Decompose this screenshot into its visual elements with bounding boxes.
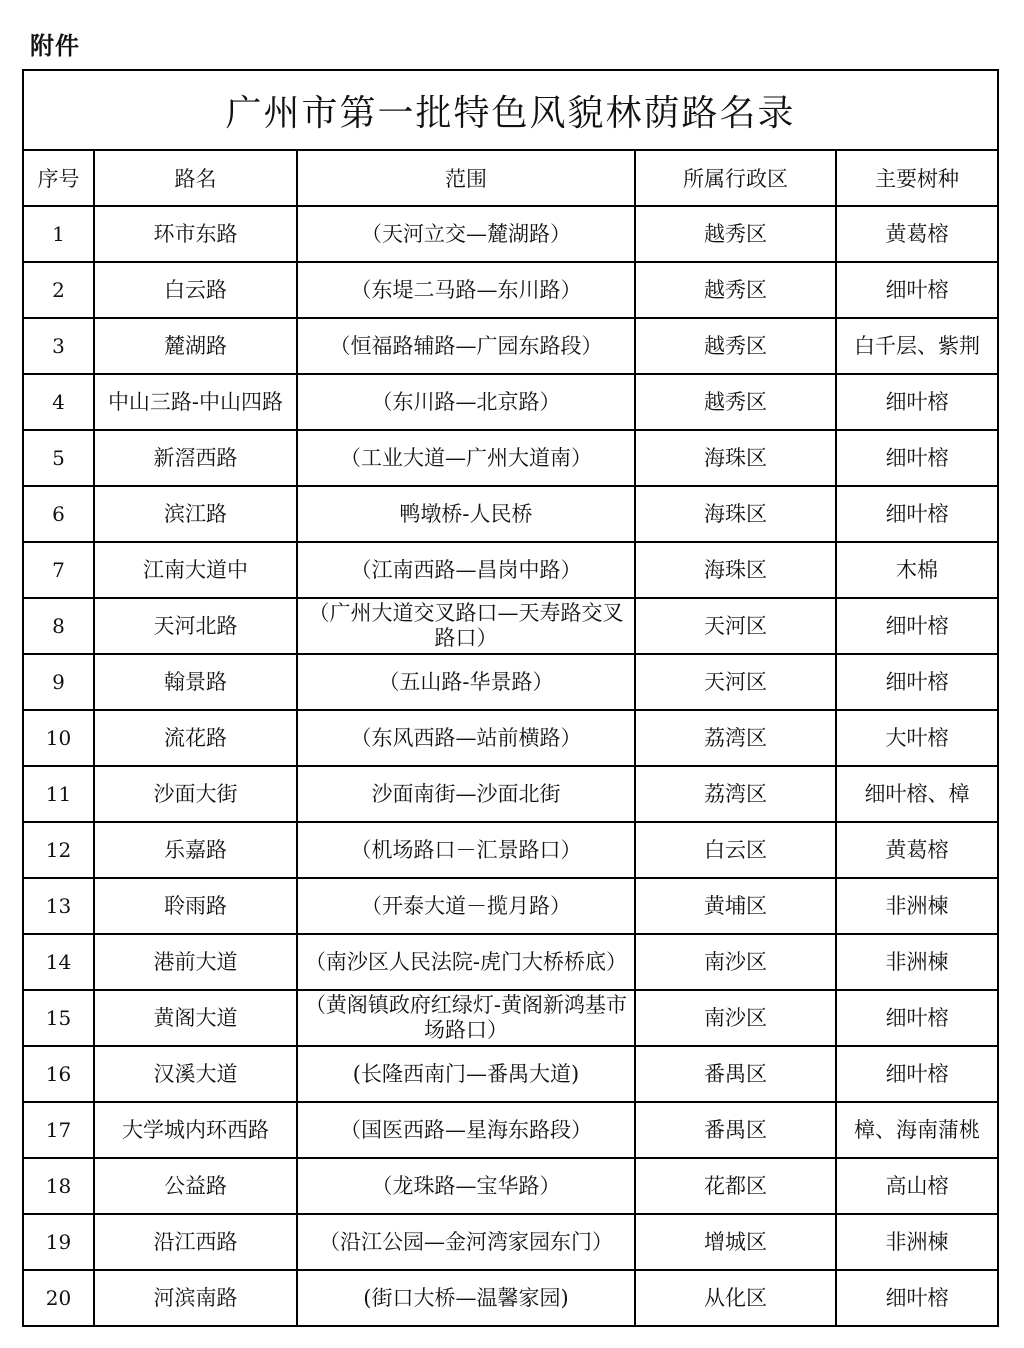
cell-district: 白云区 xyxy=(635,822,836,878)
table-row xyxy=(23,766,998,822)
cell-district: 海珠区 xyxy=(635,430,836,486)
cell-range: （龙珠路—宝华路） xyxy=(297,1158,635,1214)
cell-species: 细叶榕 xyxy=(836,430,998,486)
cell-range: 沙面南街—沙面北街 xyxy=(297,766,635,822)
cell-road: 流花路 xyxy=(94,710,297,766)
cell-road: 天河北路 xyxy=(94,598,297,654)
cell-district: 天河区 xyxy=(635,598,836,654)
cell-road: 新滘西路 xyxy=(94,430,297,486)
cell-no: 6 xyxy=(23,486,94,542)
cell-district: 海珠区 xyxy=(635,486,836,542)
cell-road: 沿江西路 xyxy=(94,1214,297,1270)
cell-no: 8 xyxy=(23,598,94,654)
cell-species: 白千层、紫荆 xyxy=(836,318,998,374)
table-row xyxy=(23,990,998,1046)
cell-range: （南沙区人民法院-虎门大桥桥底） xyxy=(297,934,635,990)
cell-range: （广州大道交叉路口—天寿路交叉路口） xyxy=(297,598,635,654)
cell-species: 高山榕 xyxy=(836,1158,998,1214)
cell-no: 17 xyxy=(23,1102,94,1158)
cell-species: 细叶榕 xyxy=(836,654,998,710)
table-header-row xyxy=(23,150,998,206)
cell-range: （天河立交—麓湖路） xyxy=(297,206,635,262)
cell-species: 非洲楝 xyxy=(836,878,998,934)
table-row xyxy=(23,822,998,878)
cell-range: （东风西路—站前横路） xyxy=(297,710,635,766)
cell-species: 细叶榕 xyxy=(836,486,998,542)
cell-road: 白云路 xyxy=(94,262,297,318)
table-row xyxy=(23,486,998,542)
cell-no: 5 xyxy=(23,430,94,486)
cell-species: 细叶榕 xyxy=(836,374,998,430)
cell-species: 非洲楝 xyxy=(836,1214,998,1270)
cell-district: 荔湾区 xyxy=(635,710,836,766)
table-row xyxy=(23,542,998,598)
cell-no: 7 xyxy=(23,542,94,598)
table-row xyxy=(23,1046,998,1102)
cell-district: 南沙区 xyxy=(635,934,836,990)
cell-species: 非洲楝 xyxy=(836,934,998,990)
cell-range: （开泰大道－揽月路） xyxy=(297,878,635,934)
cell-species: 樟、海南蒲桃 xyxy=(836,1102,998,1158)
cell-district: 番禺区 xyxy=(635,1102,836,1158)
table-row xyxy=(23,1158,998,1214)
cell-district: 海珠区 xyxy=(635,542,836,598)
cell-road: 中山三路-中山四路 xyxy=(94,374,297,430)
cell-range: (街口大桥—温馨家园) xyxy=(297,1270,635,1326)
cell-no: 4 xyxy=(23,374,94,430)
table-body xyxy=(23,206,998,1326)
cell-road: 汉溪大道 xyxy=(94,1046,297,1102)
cell-no: 14 xyxy=(23,934,94,990)
table-row xyxy=(23,1270,998,1326)
header-range: 范围 xyxy=(297,150,635,206)
table-title: 广州市第一批特色风貌林荫路名录 xyxy=(23,70,998,150)
cell-district: 番禺区 xyxy=(635,1046,836,1102)
cell-no: 18 xyxy=(23,1158,94,1214)
cell-district: 从化区 xyxy=(635,1270,836,1326)
cell-road: 沙面大街 xyxy=(94,766,297,822)
cell-no: 10 xyxy=(23,710,94,766)
cell-road: 黄阁大道 xyxy=(94,990,297,1046)
cell-district: 黄埔区 xyxy=(635,878,836,934)
cell-species: 大叶榕 xyxy=(836,710,998,766)
table-row xyxy=(23,934,998,990)
cell-district: 花都区 xyxy=(635,1158,836,1214)
table-row xyxy=(23,1102,998,1158)
cell-no: 16 xyxy=(23,1046,94,1102)
cell-road: 翰景路 xyxy=(94,654,297,710)
cell-range: （工业大道—广州大道南） xyxy=(297,430,635,486)
cell-species: 细叶榕 xyxy=(836,1270,998,1326)
cell-range: （黄阁镇政府红绿灯-黄阁新鸿基市场路口） xyxy=(297,990,635,1046)
cell-district: 越秀区 xyxy=(635,318,836,374)
table-row xyxy=(23,318,998,374)
cell-range: （机场路口－汇景路口） xyxy=(297,822,635,878)
table-row xyxy=(23,598,998,654)
cell-no: 2 xyxy=(23,262,94,318)
cell-no: 11 xyxy=(23,766,94,822)
table-row xyxy=(23,710,998,766)
cell-road: 乐嘉路 xyxy=(94,822,297,878)
cell-road: 聆雨路 xyxy=(94,878,297,934)
cell-range: （五山路-华景路） xyxy=(297,654,635,710)
header-road: 路名 xyxy=(94,150,297,206)
cell-district: 天河区 xyxy=(635,654,836,710)
cell-range: （江南西路—昌岗中路） xyxy=(297,542,635,598)
cell-road: 河滨南路 xyxy=(94,1270,297,1326)
cell-range: （东堤二马路—东川路） xyxy=(297,262,635,318)
table-row xyxy=(23,878,998,934)
cell-road: 港前大道 xyxy=(94,934,297,990)
header-species: 主要树种 xyxy=(836,150,998,206)
cell-district: 荔湾区 xyxy=(635,766,836,822)
tree-lined-road-table xyxy=(22,69,999,1327)
cell-district: 越秀区 xyxy=(635,374,836,430)
cell-road: 滨江路 xyxy=(94,486,297,542)
cell-no: 3 xyxy=(23,318,94,374)
cell-range: （东川路—北京路） xyxy=(297,374,635,430)
cell-district: 越秀区 xyxy=(635,206,836,262)
table-row xyxy=(23,654,998,710)
table-row xyxy=(23,206,998,262)
attachment-label: 附件 xyxy=(30,32,80,60)
table-row xyxy=(23,374,998,430)
table-row xyxy=(23,1214,998,1270)
cell-road: 麓湖路 xyxy=(94,318,297,374)
cell-range: 鸭墩桥-人民桥 xyxy=(297,486,635,542)
cell-species: 木棉 xyxy=(836,542,998,598)
cell-range: （沿江公园—金河湾家园东门） xyxy=(297,1214,635,1270)
cell-species: 黄葛榕 xyxy=(836,206,998,262)
cell-species: 细叶榕 xyxy=(836,990,998,1046)
cell-species: 细叶榕、樟 xyxy=(836,766,998,822)
cell-no: 9 xyxy=(23,654,94,710)
cell-road: 大学城内环西路 xyxy=(94,1102,297,1158)
cell-road: 江南大道中 xyxy=(94,542,297,598)
cell-range: （恒福路辅路—广园东路段） xyxy=(297,318,635,374)
table-row xyxy=(23,262,998,318)
cell-road: 环市东路 xyxy=(94,206,297,262)
table-title-row xyxy=(23,70,998,150)
cell-no: 19 xyxy=(23,1214,94,1270)
cell-range: （国医西路—星海东路段） xyxy=(297,1102,635,1158)
header-no: 序号 xyxy=(23,150,94,206)
table-row xyxy=(23,430,998,486)
cell-road: 公益路 xyxy=(94,1158,297,1214)
cell-no: 12 xyxy=(23,822,94,878)
cell-range: (长隆西南门—番禺大道) xyxy=(297,1046,635,1102)
cell-no: 1 xyxy=(23,206,94,262)
cell-no: 20 xyxy=(23,1270,94,1326)
cell-species: 细叶榕 xyxy=(836,1046,998,1102)
cell-no: 15 xyxy=(23,990,94,1046)
cell-species: 黄葛榕 xyxy=(836,822,998,878)
cell-species: 细叶榕 xyxy=(836,262,998,318)
header-district: 所属行政区 xyxy=(635,150,836,206)
cell-no: 13 xyxy=(23,878,94,934)
cell-district: 增城区 xyxy=(635,1214,836,1270)
cell-district: 南沙区 xyxy=(635,990,836,1046)
cell-district: 越秀区 xyxy=(635,262,836,318)
cell-species: 细叶榕 xyxy=(836,598,998,654)
